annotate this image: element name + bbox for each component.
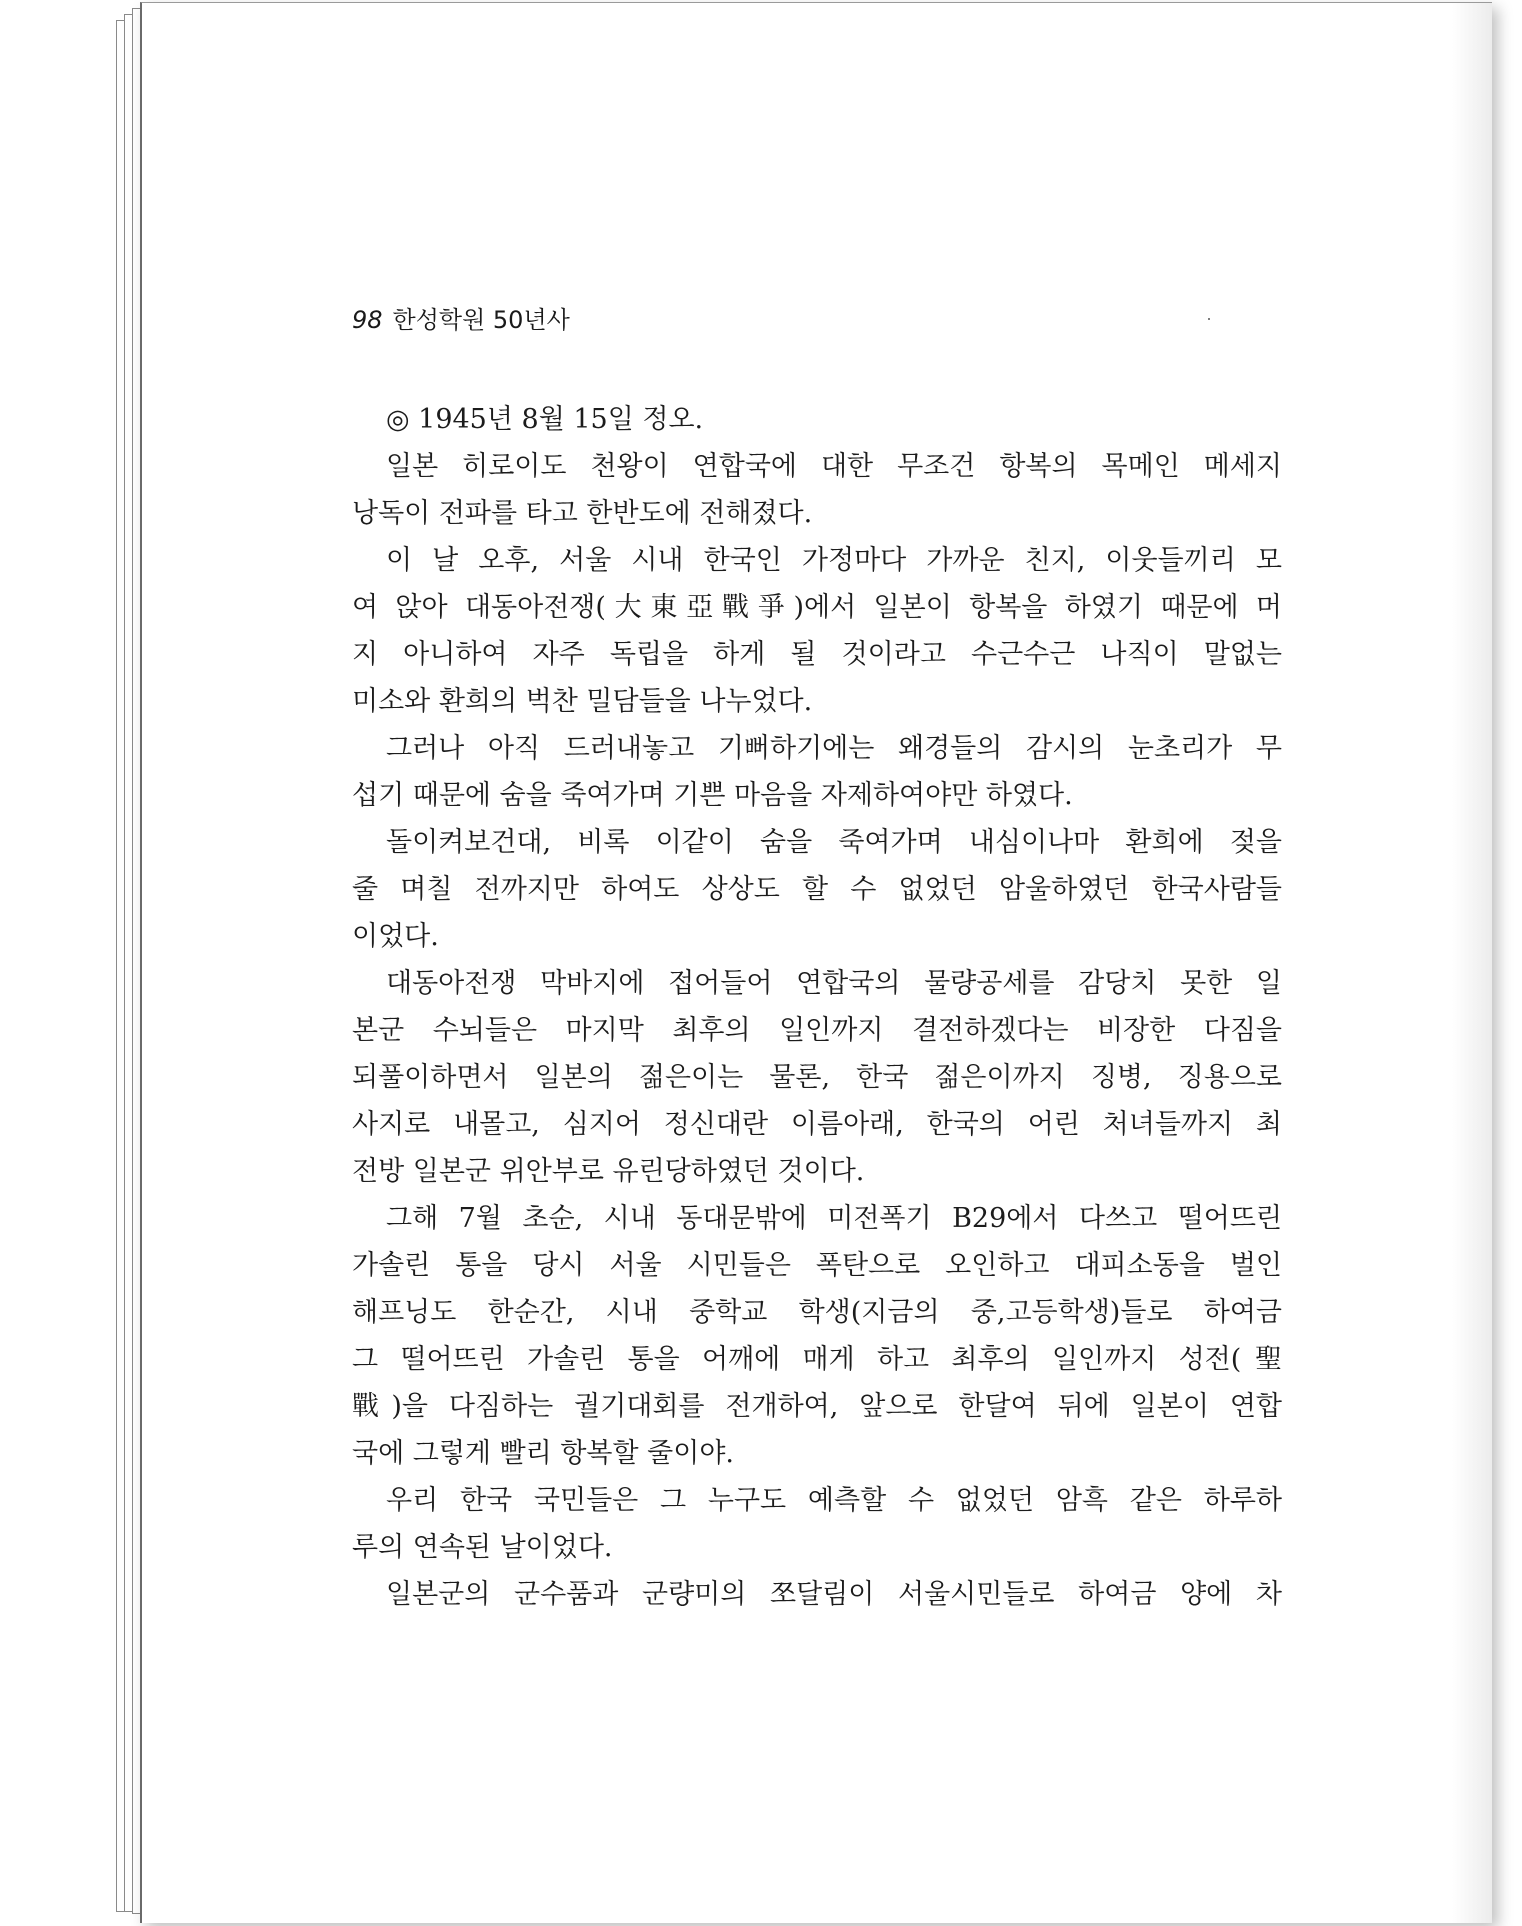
text-line: 이었다. — [352, 921, 439, 952]
text-line: 줄 며칠 전까지만 하여도 상상도 할 수 없었던 암울하였던 한국사람들 — [352, 874, 1282, 905]
text-line: 미소와 환희의 벅찬 밀담들을 나누었다. — [352, 686, 813, 717]
text-line: 대동아전쟁 막바지에 접어들어 연합국의 물량공세를 감당치 못한 일 — [386, 968, 1282, 999]
text-line: ◎ 1945년 8월 15일 정오. — [386, 404, 704, 435]
text-line: 전방 일본군 위안부로 유린당하였던 것이다. — [352, 1156, 865, 1187]
scan-speck — [1208, 318, 1210, 320]
text-line: 戰)을 다짐하는 궐기대회를 전개하여, 앞으로 한달여 뒤에 일본이 연합 — [352, 1391, 1282, 1422]
text-line: 해프닝도 한순간, 시내 중학교 학생(지금의 중,고등학생)들로 하여금 — [352, 1297, 1282, 1328]
text-line: 그 떨어뜨린 가솔린 통을 어깨에 매게 하고 최후의 일인까지 성전(聖 — [352, 1344, 1282, 1375]
text-line: 이 날 오후, 서울 시내 한국인 가정마다 가까운 친지, 이웃들끼리 모 — [386, 545, 1282, 576]
running-header — [352, 300, 570, 335]
text-line: 국에 그렇게 빨리 항복할 줄이야. — [352, 1438, 734, 1469]
text-line: 루의 연속된 날이었다. — [352, 1532, 613, 1563]
text-line: 그러나 아직 드러내놓고 기뻐하기에는 왜경들의 감시의 눈초리가 무 — [386, 733, 1282, 764]
page-shadow — [1452, 3, 1492, 1923]
text-line: 섭기 때문에 숨을 죽여가며 기쁜 마음을 자제하여야만 하였다. — [352, 780, 1073, 811]
text-line: 일본 히로이도 천왕이 연합국에 대한 무조건 항복의 목메인 메세지 — [386, 451, 1282, 482]
text-line: 낭독이 전파를 타고 한반도에 전해졌다. — [352, 498, 813, 529]
text-line: 되풀이하면서 일본의 젊은이는 물론, 한국 젊은이까지 징병, 징용으로 — [352, 1062, 1282, 1093]
text-line: 돌이켜보건대, 비록 이같이 숨을 죽여가며 내심이나마 환희에 젖을 — [386, 827, 1282, 858]
book-title: 한성학원 50년사 — [392, 306, 570, 334]
text-line: 본군 수뇌들은 마지막 최후의 일인까지 결전하겠다는 비장한 다짐을 — [352, 1015, 1282, 1046]
page-number: 98 — [352, 306, 383, 334]
text-line: 사지로 내몰고, 심지어 정신대란 이름아래, 한국의 어린 처녀들까지 최 — [352, 1109, 1282, 1140]
text-line: 그해 7월 초순, 시내 동대문밖에 미전폭기 B29에서 다쓰고 떨어뜨린 — [386, 1203, 1282, 1234]
body-text — [352, 396, 1282, 1618]
text-line: 우리 한국 국민들은 그 누구도 예측할 수 없었던 암흑 같은 하루하 — [386, 1485, 1282, 1516]
text-line: 일본군의 군수품과 군량미의 쪼달림이 서울시민들로 하여금 양에 차 — [386, 1579, 1282, 1610]
text-line: 지 아니하여 자주 독립을 하게 될 것이라고 수근수근 나직이 말없는 — [352, 639, 1282, 670]
text-line: 여 앉아 대동아전쟁(大東亞戰爭)에서 일본이 항복을 하였기 때문에 머 — [352, 592, 1282, 623]
text-line: 가솔린 통을 당시 서울 시민들은 폭탄으로 오인하고 대피소동을 벌인 — [352, 1250, 1282, 1281]
